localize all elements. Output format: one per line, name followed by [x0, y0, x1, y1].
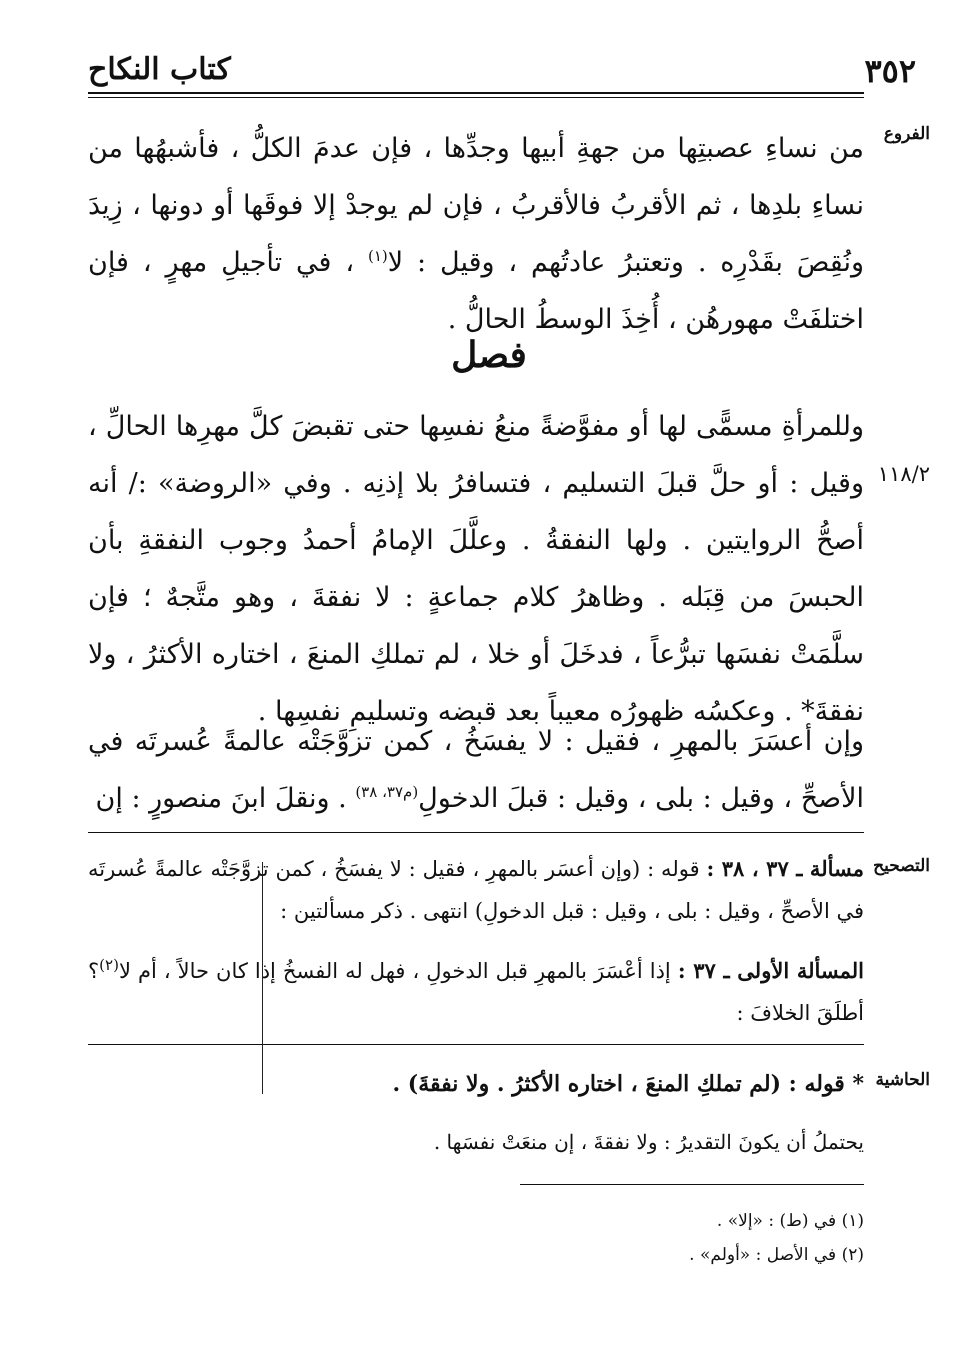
section-heading: فصل	[451, 334, 527, 376]
correction-text-2: إذا أعْسَرَ بالمهرِ قبل الدخولِ ، فهل له الفسخُ إذا كان حالاً ، أم لا	[118, 959, 671, 983]
paragraph-2-text: وللمرأةِ مسمًّى لها أو مفوَّضةً منعُ نفسِها حتى تقبضَ كلَّ مهرِها الحالِّ ، وقيل : أو حلَّ قبلَ التسليم ، فتسافرُ بلا إذنِه . وفي «الروضة» :/ أنه أصحُّ الروايتين . ولها النفقةُ . وعلَّلَ الإمامُ أحمدُ وجوب النفقةِ بأن الحبسَ من قِبَله . وظاهرُ كلام جماعةٍ : لا نفقةَ ، وهو متَّجهٌ ؛ فإن سلَّمَتْ نفسَها تبرُّعاً ، فدخَلَ أو خلا ، لم تملكِ المنعَ ، اختاره الأكثرُ ، ولا نفقةَ* . وعكسُه ظهورُه معيباً بعد قبضه وتسليمِ نفسِها .	[88, 411, 864, 727]
paragraph-3	[88, 713, 864, 827]
hashiya-title: * قوله : (لم تملكِ المنعَ ، اختاره الأكثرُ . ولا نفقةَ) .	[392, 1071, 864, 1097]
separator-correction	[88, 832, 864, 833]
side-label-hashiya: الحاشية	[875, 1070, 930, 1090]
footnote-ref-2[interactable]: (٢)	[99, 956, 119, 974]
hashiya-text: يحتملُ أن يكونَ التقديرُ : ولا نفقةَ ، إن منعَتْ نفسَها .	[433, 1130, 864, 1154]
correction-issue-title: مسألة ـ ٣٧ ، ٣٨ :	[706, 856, 864, 881]
header-rule	[88, 92, 864, 98]
correction-text-2-tail: ؟ أطلَقَ الخلافَ :	[88, 959, 864, 1025]
footnote-ref-1[interactable]: (١)	[367, 247, 388, 265]
footnote-2: (٢) في الأصل : «أولم» .	[689, 1245, 864, 1265]
paragraph-3-tail: . ونقلَ ابنَ منصورٍ : إن	[95, 783, 347, 814]
scan-artifact-line	[262, 862, 263, 1094]
correction-block-1	[88, 848, 864, 932]
side-label-furu: الفروع	[883, 124, 930, 144]
side-label-tashih: التصحيح	[873, 856, 930, 876]
paragraph-2	[88, 398, 864, 740]
footnote-1: (١) في (ط) : «إلا» .	[716, 1211, 864, 1231]
page-number: ٣٥٢	[864, 52, 916, 90]
paragraph-3-text: وإن أعسَرَ بالمهرِ ، فقيل : لا يفسَخُ ، كمن تزوَّجَتْه عالمةً عُسرتَه في الأصحِّ ، وقيل : بلى ، وقيل : قبلَ الدخولِ	[88, 726, 864, 814]
issue-ref-37-38[interactable]: (م٣٧، ٣٨)	[355, 783, 419, 801]
running-title: كتاب النكاح	[88, 52, 231, 87]
paragraph-1-text: من نساءِ عصبتِها من جهةِ أبيها وجدِّها ، فإن عدمَ الكلُّ ، فأشبهُها من نساءِ بلدِها ، ثم الأقربُ فالأقربُ ، فإن لم يوجدْ إلا فوقَها أو دونها ، زِيدَ ونُقِصَ بقَدْرِه . وتعتبرُ عادتُهم ، وقيل : لا	[88, 133, 865, 278]
correction-first-issue-title: المسألة الأولى ـ ٣٧ :	[677, 958, 864, 983]
correction-text-1: قوله : (وإن أعسَر بالمهرِ ، فقيل : لا يفسَخُ ، كمن تزوَّجَتْه عالمةً عُسرتَه في الأصحِّ ، وقيل : بلى ، وقيل : قبل الدخولِ) انتهى . ذكر مسألتين :	[88, 857, 864, 923]
footnote-separator	[520, 1184, 864, 1185]
correction-block-2	[88, 950, 864, 1034]
marginal-page-ref: ١١٨/٢	[877, 462, 930, 486]
paragraph-1-tail: ، في تأجيلِ مهرٍ ، فإن اختلفَتْ مهورهُن ، أُخِذَ الوسطُ الحالُّ .	[88, 247, 864, 335]
separator-hashiya	[88, 1044, 864, 1045]
paragraph-1	[88, 120, 864, 348]
